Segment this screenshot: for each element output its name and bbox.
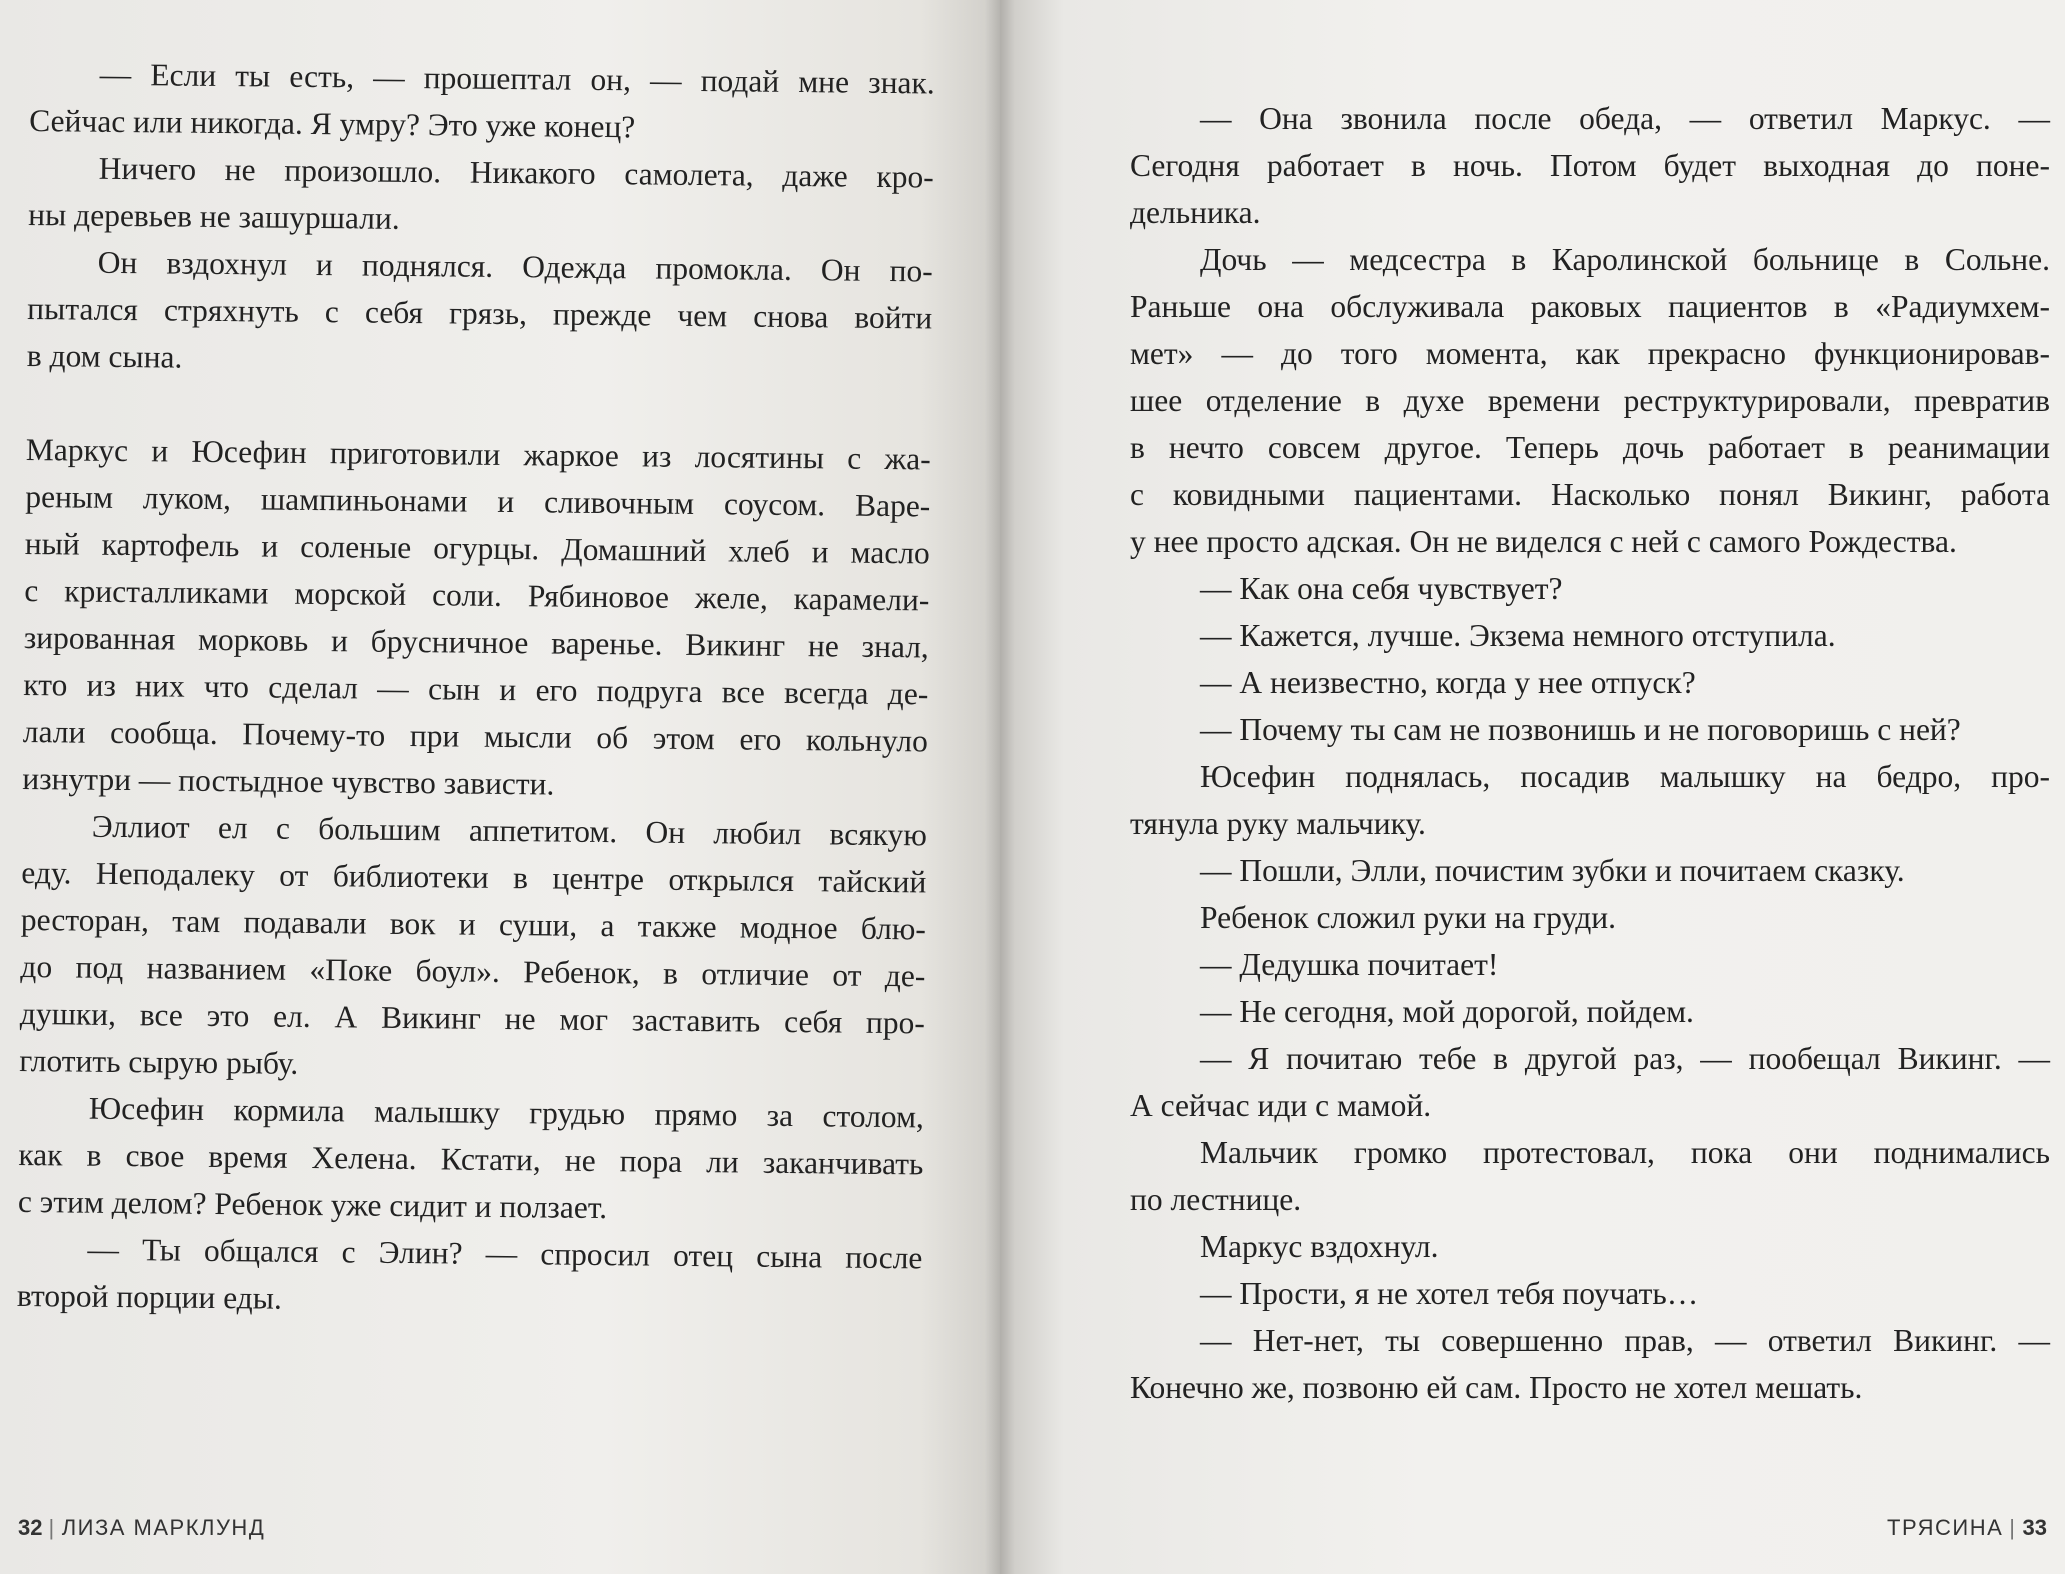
text-line: ны деревьев не зашуршали.: [28, 196, 400, 236]
text-line: пытался стряхнуть с себя грязь, прежде чем снова войти: [27, 290, 933, 336]
text-line: у нее просто адская. Он не виделся с ней с самого Рождества.: [1130, 524, 1957, 559]
text-line: Конечно же, позвоню ей сам. Просто не хотел мешать.: [1130, 1370, 1863, 1405]
text-line: изнутри — постыдное чувство зависти.: [22, 760, 555, 802]
left-page: [0, 0, 1000, 1574]
text-line: до под названием «Поке боул». Ребенок, в отличие от де-: [20, 948, 926, 994]
text-line: тянула руку мальчику.: [1130, 806, 1426, 841]
text-line: Раньше она обслуживала раковых пациентов в «Радиумхем-: [1130, 289, 2050, 324]
text-line: Маркус вздохнул.: [1200, 1229, 1439, 1264]
text-line: еду. Неподалеку от библиотеки в центре открылся тайский: [21, 854, 927, 900]
text-line: по лестнице.: [1130, 1182, 1302, 1217]
book-title: ТРЯСИНА: [1887, 1515, 2004, 1540]
text-line: в нечто совсем другое. Теперь дочь работает в реанимации: [1130, 430, 2050, 465]
text-line: глотить сырую рыбу.: [19, 1042, 299, 1081]
text-line: Юсефин поднялась, посадив малышку на бедро, про-: [1200, 759, 2050, 794]
text-line: кто из них что сделал — сын и его подруга все всегда де-: [23, 666, 929, 712]
text-line: с кристалликами морской соли. Рябиновое желе, карамели-: [24, 572, 930, 618]
book-gutter: [985, 0, 1015, 1574]
text-line: шее отделение в духе времени реструктурировали, превратив: [1130, 383, 2050, 418]
text-line: с этим делом? Ребенок уже сидит и ползает.: [17, 1183, 608, 1226]
text-line: — Кажется, лучше. Экзема немного отступила.: [1200, 618, 1836, 653]
right-page-footer: [1887, 1515, 2047, 1541]
text-line: Ребенок сложил руки на груди.: [1200, 900, 1616, 935]
text-line: реным луком, шампиньонами и сливочным соусом. Варе-: [25, 478, 931, 524]
text-line: в дом сына.: [26, 337, 183, 375]
text-line: — Дедушка почитает!: [1200, 947, 1499, 982]
text-line: Мальчик громко протестовал, пока они поднимались: [1200, 1135, 2050, 1170]
text-line: Дочь — медсестра в Каролинской больнице в Сольне.: [1200, 242, 2050, 277]
text-line: — Нет-нет, ты совершенно прав, — ответил Викинг. —: [1200, 1323, 2050, 1358]
text-line: — Как она себя чувствует?: [1200, 571, 1563, 606]
text-line: зированная морковь и брусничное варенье. Викинг не знал,: [23, 619, 929, 665]
page-number-left: 32: [18, 1515, 43, 1540]
text-line: — А неизвестно, когда у нее отпуск?: [1200, 665, 1696, 700]
right-page-text: [1130, 95, 2050, 1411]
text-line: — Прости, я не хотел тебя поучать…: [1200, 1276, 1699, 1311]
text-line: Сегодня работает в ночь. Потом будет выходная до поне-: [1130, 148, 2050, 183]
text-line: ресторан, там подавали вок и суши, а также модное блю-: [20, 901, 927, 947]
text-line: Юсефин кормила малышку грудью прямо за столом,: [88, 1090, 925, 1135]
text-line: с ковидными пациентами. Насколько понял Викинг, работа: [1130, 477, 2050, 512]
text-line: А сейчас иди с мамой.: [1130, 1088, 1432, 1123]
text-line: лали сообща. Почему-то при мысли об этом его кольнуло: [22, 713, 928, 759]
text-line: душки, все это ел. А Викинг не мог заставить себя про-: [19, 995, 926, 1041]
right-page: [1000, 0, 2065, 1574]
text-line: — Я почитаю тебе в другой раз, — пообещал Викинг. —: [1200, 1041, 2050, 1076]
footer-separator: |: [2009, 1515, 2017, 1540]
text-line: ный картофель и соленые огурцы. Домашний хлеб и масло: [24, 525, 930, 571]
text-line: мет» — до того момента, как прекрасно функционировав-: [1130, 336, 2050, 371]
text-line: Ничего не произошло. Никакого самолета, даже кро-: [98, 150, 934, 195]
text-line: дельника.: [1130, 195, 1261, 230]
left-page-text: [17, 50, 935, 1328]
text-line: Сейчас или никогда. Я умру? Это уже конец?: [29, 102, 636, 145]
text-line: — Не сегодня, мой дорогой, пойдем.: [1200, 994, 1694, 1029]
text-line: — Пошли, Элли, почистим зубки и почитаем сказку.: [1200, 853, 1905, 888]
text-line: — Ты общался с Элин? — спросил отец сына после: [87, 1231, 923, 1276]
text-line: — Она звонила после обеда, — ответил Маркус. —: [1200, 101, 2050, 136]
text-line: Эллиот ел с большим аппетитом. Он любил всякую: [91, 808, 928, 853]
text-line: Маркус и Юсефин приготовили жаркое из лосятины с жа-: [25, 431, 931, 477]
text-line: как в свое время Хелена. Кстати, не пора ли заканчивать: [18, 1136, 924, 1182]
page-number-right: 33: [2022, 1515, 2047, 1540]
left-page-footer: [18, 1515, 265, 1541]
text-line: — Если ты есть, — прошептал он, — подай мне знак.: [99, 56, 935, 101]
text-line: Он вздохнул и поднялся. Одежда промокла. Он по-: [97, 244, 933, 289]
author-name: ЛИЗА МАРКЛУНД: [61, 1515, 266, 1540]
footer-separator: |: [48, 1515, 56, 1540]
text-line: второй порции еды.: [16, 1277, 282, 1316]
text-line: — Почему ты сам не позвонишь и не поговоришь с ней?: [1200, 712, 1961, 747]
